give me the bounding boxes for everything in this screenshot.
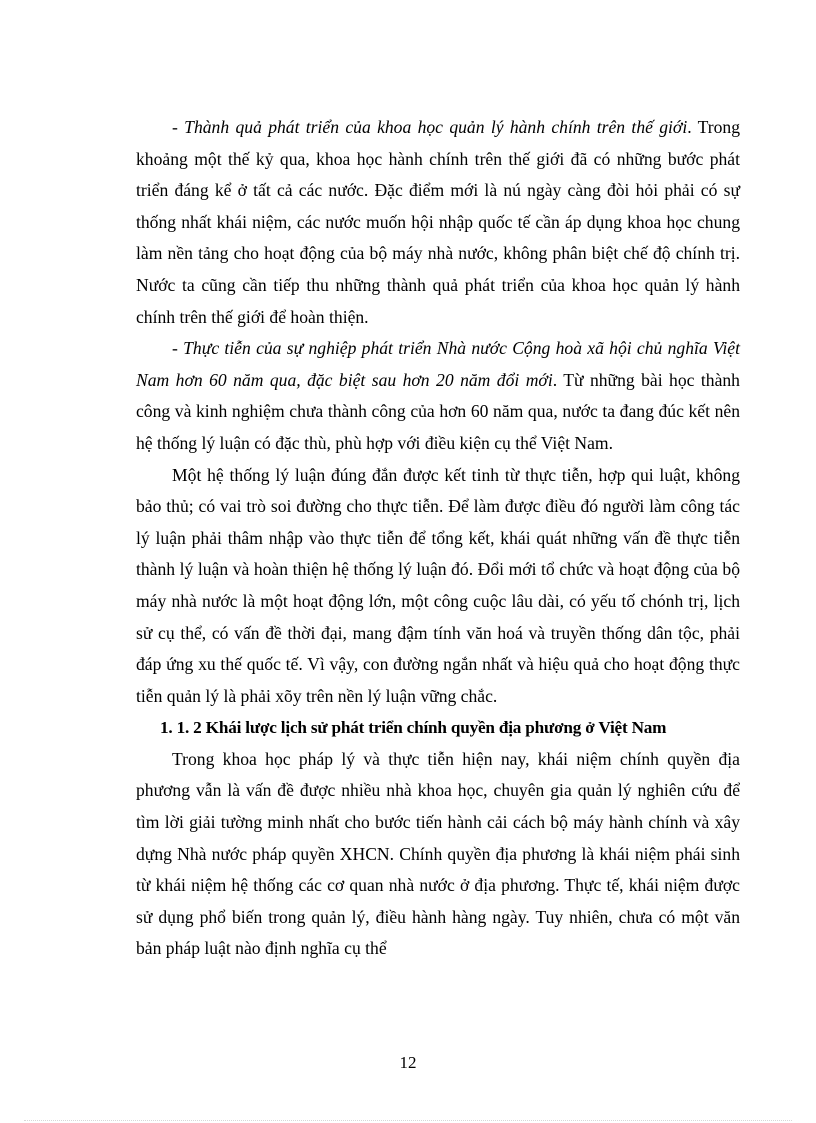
page-number: 12 [399,1053,417,1072]
paragraph-text: . Trong khoảng một thế kỷ qua, khoa học hành chính trên thế giới đã có những bước phát triển đáng kể ở tất cả các nước. Đặc điểm mới là nú ngày càng đòi hỏi phải có sự thống nhất khái niệm, các nước muốn hội nhập quốc tế cần áp dụng khoa học chung làm nền tảng cho hoạt động của bộ máy nhà nước, không phân biệt chế độ chính trị. Nước ta cũng cần tiếp thu những thành quả phát triển của khoa học quản lý hành chính trên thế giới để hoàn thiện. [136,117,740,327]
paragraph-text: . Từ những bài học thành công và kinh nghiệm chưa thành công của hơn 60 năm qua, nước ta đang đúc kết nên hệ thống lý luận có đặc thù, phù hợp với điều kiện cụ thể Việt Nam. [136,369,740,453]
section-heading: 1. 1. 2 Khái lược lịch sử phát triển chính quyền địa phương ở Việt Nam [160,718,667,738]
paragraph-theory [136,460,740,713]
paragraph-local-government: Trong khoa học pháp lý và thực tiễn hiện nay, khái niệm chính quyền địa phương vẫn là vấn đề được nhiều nhà khoa học, chuyên gia quản lý nghiên cứu để tìm lời giải tường minh nhất cho bước tiến hành cải cách bộ máy hành chính và xây dựng Nhà nước pháp quyền XHCN. Chính quyền địa phương là khái niệm phái sinh từ khái niệm hệ thống các cơ quan nhà nước ở địa phương. Thực tế, khái niệm được sử dụng phổ biến trong quản lý, điều hành hàng ngày. Tuy nhiên, chưa có một văn bản pháp luật nào định nghĩa cụ thể [136,748,740,959]
paragraph-practice [136,333,740,459]
paragraph-lead-italic: - Thành quả phát triển của khoa học quản lý hành chính trên thế giới [172,117,688,137]
page-bottom-divider [24,1120,792,1121]
page-body [136,112,740,965]
paragraph-text: Một hệ thống lý luận đúng đắn được kết tinh từ thực tiễn, hợp qui luật, không bảo thủ; có vai trò soi đường cho thực tiễn. Để làm được điều đó người làm công tác lý luận phải thâm nhập vào thực tiễn để tổng kết, khái quát những vấn đề thực tiễn thành lý luận và hoàn thiện hệ thống lý luận đó. Đổi mới tổ chức và hoạt động của bộ máy nhà nước là một hoạt động lớn, một công cuộc lâu dài, có yếu tố chónh trị, lịch sử cụ thể, có vấn đề thời đại, mang đậm tính văn hoá và truyền thống dân tộc, phải đáp ứng xu thế quốc tế. Vì vậy, con đường ngắn nhất và hiệu quả cho hoạt động thực tiễn quản lý là phải xõy trên nền lý luận vững chắc. [136,464,740,706]
paragraph-achievements [136,112,740,333]
paragraph-lead-italic: - Thực tiễn của sự nghiệp phát triển Nhà nước Cộng hoà xã hội chủ nghĩa Việt Nam hơn 60 năm qua, đặc biệt sau hơn 20 năm đổi mới [136,338,740,390]
